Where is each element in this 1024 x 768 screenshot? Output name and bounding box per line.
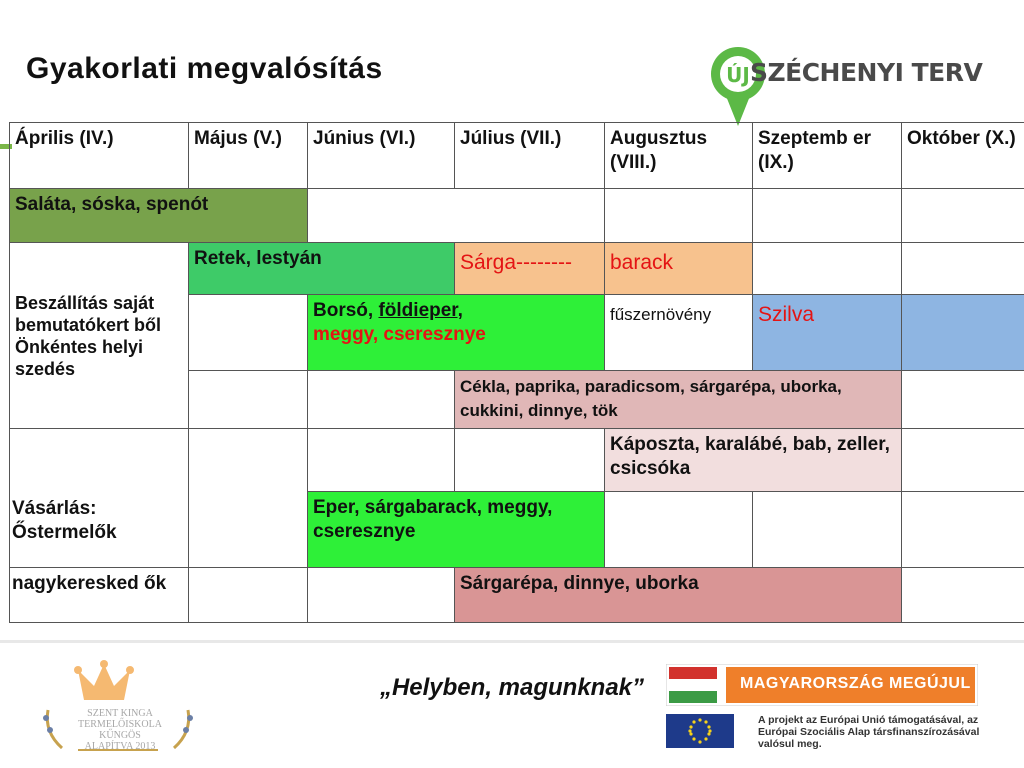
empty-cell: [308, 189, 605, 243]
header-row: [10, 123, 1024, 189]
header-august: Augusztus (VIII.): [605, 123, 753, 189]
foldieper-text: földieper,: [378, 300, 463, 321]
kinga-name: SZENT KINGA: [87, 708, 153, 719]
cell-kaposzta: Káposzta, karalábé, bab, zeller, csicsóka: [605, 429, 902, 492]
kinga-year: ALAPÍTVA 2013: [84, 741, 156, 752]
empty-cell: [902, 189, 1024, 243]
empty-cell: [902, 371, 1024, 429]
empty-cell: [189, 568, 308, 623]
cell-vasarlas: Vásárlás: Őstermelők: [10, 429, 189, 568]
empty-cell: [902, 492, 1024, 568]
cell-borso: [308, 295, 605, 371]
kinga-sub: TERMELŐISKOLA: [78, 719, 162, 730]
empty-cell: [605, 492, 753, 568]
header-september: Szeptemb er (IX.): [753, 123, 902, 189]
empty-cell: [753, 492, 902, 568]
kinga-text: [60, 708, 180, 752]
cell-salata: Saláta, sóska, spenót: [10, 189, 308, 243]
cell-retek: Retek, lestyán: [189, 243, 455, 295]
table-row: [10, 243, 1024, 295]
table-row: [10, 568, 1024, 623]
header-july: Július (VII.): [455, 123, 605, 189]
empty-cell: [308, 371, 455, 429]
logo-badge-text: ÚJ: [726, 63, 750, 87]
empty-cell: [605, 189, 753, 243]
empty-cell: [308, 429, 455, 492]
borso-text: Borsó,: [313, 300, 374, 321]
empty-cell: [902, 295, 1024, 371]
empty-cell: [902, 243, 1024, 295]
cell-nagyker: nagykeresked ők: [10, 568, 189, 623]
schedule-table: [9, 122, 1024, 623]
eu-flag-icon: [666, 714, 734, 748]
empty-cell: [902, 568, 1024, 623]
empty-cell: [753, 243, 902, 295]
slide-title: Gyakorlati megvalósítás: [26, 52, 383, 85]
header-june: Június (VI.): [308, 123, 455, 189]
cell-eper: Eper, sárgabarack, meggy, cseresznye: [308, 492, 605, 568]
cell-beszallitas: Beszállítás saját bemutatókert ből Önkéntes helyi szedés: [10, 243, 189, 429]
cell-sarga: Sárga--------: [455, 243, 605, 295]
logo-text: SZÉCHENYI TERV: [750, 58, 983, 87]
empty-cell: [189, 295, 308, 371]
header-april: Április (IV.): [10, 123, 189, 189]
empty-cell: [189, 371, 308, 429]
empty-cell: [455, 429, 605, 492]
meggy-text: meggy, cseresznye: [313, 324, 486, 345]
table-row: [10, 189, 1024, 243]
slogan: „Helyben, magunknak”: [379, 674, 645, 701]
empty-cell: [189, 429, 308, 568]
footer-divider: [0, 640, 1024, 643]
table-row: [10, 429, 1024, 492]
header-may: Május (V.): [189, 123, 308, 189]
eu-text: A projekt az Európai Unió támogatásával, az Európai Szociális Alap társfinanszírozásával valósul meg.: [758, 714, 980, 750]
cell-szilva: Szilva: [753, 295, 902, 371]
cell-sargarepa: Sárgarépa, dinnye, uborka: [455, 568, 902, 623]
cell-fuszernoveny: fűszernövény: [605, 295, 753, 371]
megujul-text: MAGYARORSZÁG MEGÚJUL: [740, 675, 971, 692]
empty-cell: [753, 189, 902, 243]
cell-cekla: Cékla, paprika, paradicsom, sárgarépa, uborka, cukkini, dinnye, tök: [455, 371, 902, 429]
empty-cell: [308, 568, 455, 623]
kinga-place: KŰNGÖS: [99, 730, 141, 741]
empty-cell: [902, 429, 1024, 492]
header-october: Október (X.): [902, 123, 1024, 189]
cell-barack: barack: [605, 243, 753, 295]
